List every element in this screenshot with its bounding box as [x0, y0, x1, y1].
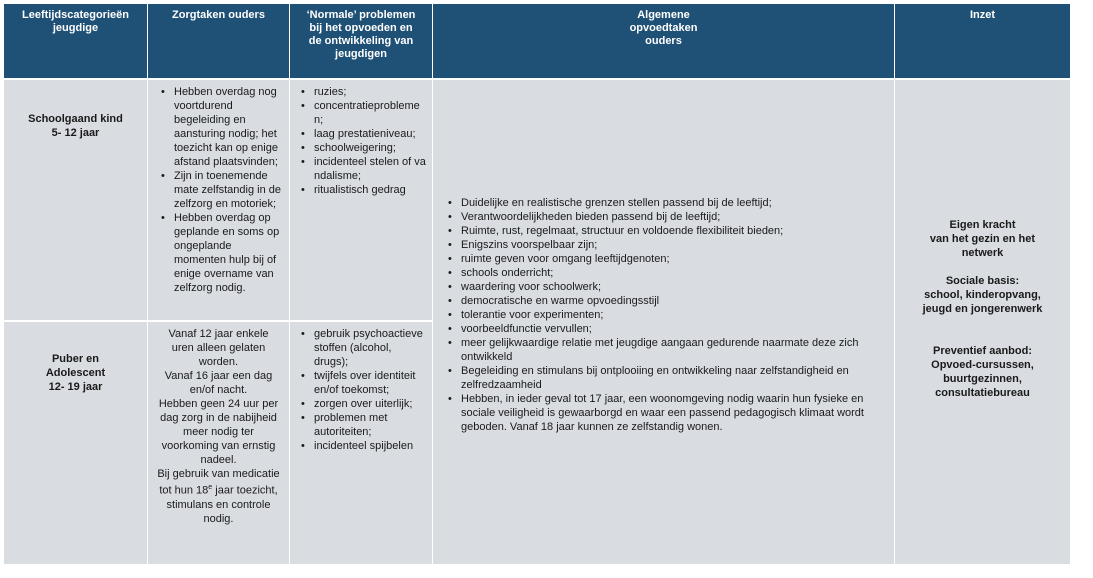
list-item: • concentratieproblemen; [314, 99, 428, 127]
list-item: • Begeleiding en stimulans bij ontplooiing en ontwikkeling naar zelfstandigheid en zelfredzaamheid [461, 364, 880, 392]
list-item: • waardering voor schoolwerk; [461, 280, 880, 294]
row2-problems [290, 322, 432, 564]
care-line: Vanaf 12 jaar enkele uren alleen gelaten worden. [168, 328, 269, 368]
header-general-tasks: Algemene opvoedtaken ouders [433, 4, 894, 78]
row2-care-tasks [148, 322, 289, 564]
inzet-block-sociale-basis: Sociale basis: school, kinderopvang, jeugd en jongerenwerk [922, 275, 1043, 315]
list-item: • laag prestatieniveau; [314, 127, 428, 141]
row2-problems-list [296, 327, 424, 453]
list-item: • Hebben, in ieder geval tot 17 jaar, een woonomgeving nodig waarin hun fysieke en sociale veiligheid is gewaarborgd en waar een passend pedagogisch klimaat wordt geboden. Vanaf 18 jaar kunnen ze zelfstandig wonen. [461, 392, 880, 434]
header-age-category: Leeftijdscategorieën jeugdige [4, 4, 147, 78]
row1-care-tasks [148, 80, 289, 320]
general-tasks-list [443, 196, 880, 434]
list-item: • Verantwoordelijkheden bieden passend bij de leeftijd; [461, 210, 880, 224]
care-line: Hebben geen 24 uur per dag zorg in de nabijheid meer nodig ter voorkoming van ernstig nadeel. [158, 398, 279, 466]
list-item: • tolerantie voor experimenten; [461, 308, 880, 322]
list-item: • Ruimte, rust, regelmaat, structuur en voldoende flexibiliteit bieden; [461, 224, 880, 238]
list-item: • problemen met autoriteiten; [314, 411, 424, 439]
care-line: Bij gebruik van medicatie tot hun 18e jaar toezicht, stimulans en controle nodig. [157, 468, 280, 525]
header-care-tasks: Zorgtaken ouders [148, 4, 289, 78]
list-item: • Hebben overdag op geplande en soms op ongeplande momenten hulp bij of enige overname van zelfzorg nodig. [174, 211, 283, 295]
list-item: • democratische en warme opvoedingsstijl [461, 294, 880, 308]
list-item: • incidenteel stelen of vandalisme; [314, 155, 428, 183]
header-normal-problems: ‘Normale’ problemen bij het opvoeden en de ontwikkeling van jeugdigen [290, 4, 432, 78]
list-item: • zorgen over uiterlijk; [314, 397, 424, 411]
row2-category: Puber en Adolescent 12- 19 jaar [4, 322, 147, 564]
list-item: • schoolweigering; [314, 141, 428, 155]
header-inzet: Inzet [895, 4, 1070, 78]
inzet-cell [895, 80, 1070, 564]
list-item: • ruzies; [314, 85, 428, 99]
care-line: Vanaf 16 jaar een dag en/of nacht. [164, 370, 273, 396]
list-item: • voorbeeldfunctie vervullen; [461, 322, 880, 336]
list-item: • ritualistisch gedrag [314, 183, 428, 197]
list-item: • twijfels over identiteit en/of toekomst; [314, 369, 424, 397]
list-item: • Duidelijke en realistische grenzen stellen passend bij de leeftijd; [461, 196, 880, 210]
row1-problems-list [296, 85, 428, 197]
row1-category: Schoolgaand kind 5- 12 jaar [4, 80, 147, 320]
list-item: • Zijn in toenemende mate zelfstandig in de zelfzorg en motoriek; [174, 169, 283, 211]
list-item: • Enigszins voorspelbaar zijn; [461, 238, 880, 252]
list-item: • Hebben overdag nog voortdurend begeleiding en aansturing nodig; het toezicht kan op enige afstand plaatsvinden; [174, 85, 283, 169]
inzet-block-eigen-kracht: Eigen kracht van het gezin en het netwerk [929, 219, 1036, 259]
list-item: • schools onderricht; [461, 266, 880, 280]
list-item: • gebruik psychoactieve stoffen (alcohol, drugs); [314, 327, 424, 369]
list-item: • ruimte geven voor omgang leeftijdgenoten; [461, 252, 880, 266]
row1-care-list [156, 85, 283, 295]
general-tasks [433, 80, 894, 564]
inzet-block-preventief: Preventief aanbod: Opvoed-cursussen, buurtgezinnen, consultatiebureau [931, 345, 1034, 399]
list-item: • incidenteel spijbelen [314, 439, 424, 453]
row1-problems [290, 80, 432, 320]
list-item: • meer gelijkwaardige relatie met jeugdige aangaan gedurende naarmate deze zich ontwikkeld [461, 336, 880, 364]
